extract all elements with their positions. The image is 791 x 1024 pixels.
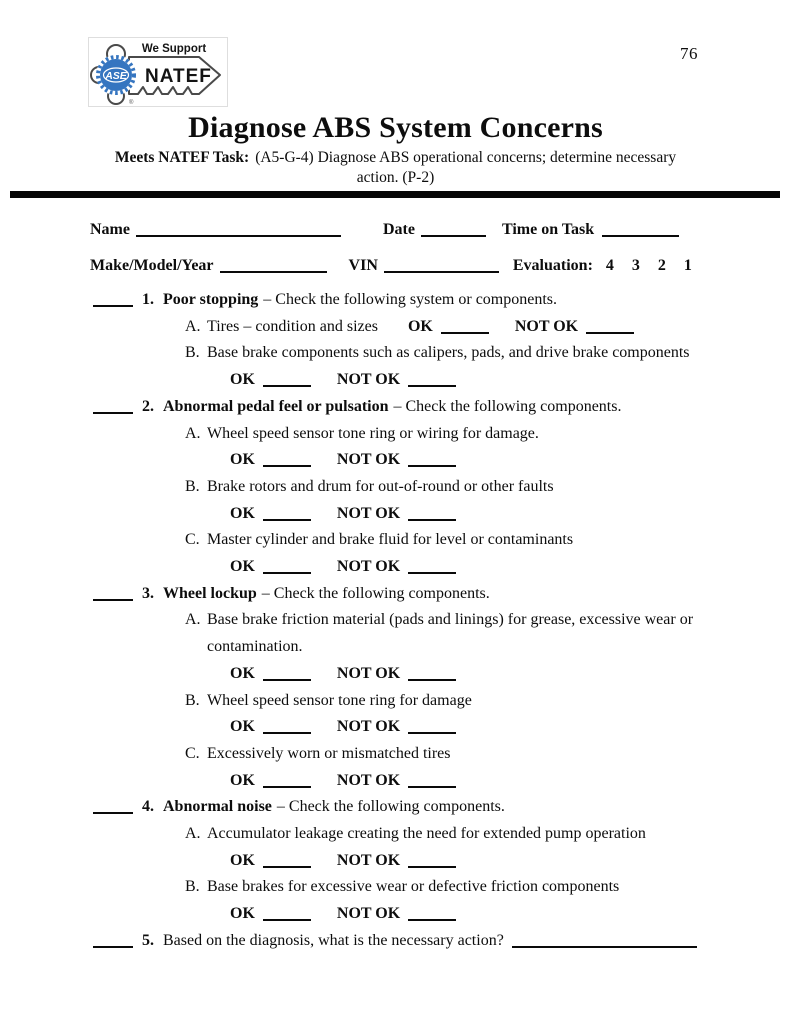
ok-label: OK [230,851,255,869]
item-1-number: 1. [142,291,154,308]
name-date-row [90,221,731,239]
time-on-task-label: Time on Task [501,221,595,238]
item-1-row [0,287,791,314]
ok-blank[interactable] [441,331,489,334]
item-4b-ok-row [0,901,791,928]
ok-blank[interactable] [263,731,311,734]
item-5-row [0,928,791,955]
not-ok-label: NOT OK [336,504,401,522]
ok-blank[interactable] [263,678,311,681]
ok-blank[interactable] [263,785,311,788]
ase-text: ASE [105,70,127,82]
not-ok-label: NOT OK [336,558,401,576]
item-3-lead: Wheel lockup [163,584,257,602]
sub-text: Tires – condition and sizes [207,317,378,335]
logo-natef: NATEF [145,66,212,87]
item-4-lead: Abnormal noise [163,798,272,816]
item-4-row [0,794,791,821]
ok-blank[interactable] [263,384,311,387]
item-3-text: – Check the following components. [261,584,490,602]
item-2-text: – Check the following components. [393,397,622,415]
sub-text: Accumulator leakage creating the need for extended pump operation [207,825,646,843]
sub-letter: B. [185,344,200,362]
item-3a-row [0,607,791,660]
ok-notok-group [230,661,456,688]
sub-letter: B. [185,691,200,709]
item-3b-row [0,688,791,715]
ok-notok-group [230,768,456,795]
vin-label: VIN [348,257,378,274]
registered-mark: ® [129,100,134,106]
item-3c-row [0,741,791,768]
ok-notok-group [230,901,456,928]
item-4-text: – Check the following components. [276,798,505,816]
item-4a-row [0,821,791,848]
ok-label: OK [230,558,255,576]
item-3a-ok-row [0,661,791,688]
sub-letter: A. [185,611,201,629]
checklist [0,287,791,955]
date-label: Date [382,221,415,238]
logo-we-support: We Support [141,43,207,55]
not-ok-blank[interactable] [408,918,456,921]
ok-label: OK [230,371,255,389]
sub-letter: A. [185,317,201,335]
item-2a-row [0,421,791,448]
not-ok-blank[interactable] [408,464,456,467]
ok-label: OK [230,771,255,789]
item-2c-ok-row [0,554,791,581]
not-ok-blank[interactable] [408,518,456,521]
name-blank[interactable] [136,234,341,237]
ok-label: OK [230,451,255,469]
necessary-action-blank[interactable] [512,945,697,948]
not-ok-blank[interactable] [586,331,634,334]
page-number: 76 [680,44,698,63]
sub-letter: A. [185,825,201,843]
not-ok-blank[interactable] [408,678,456,681]
item-3-number: 3. [142,584,154,602]
task-line-2: action. (P-2) [356,169,435,186]
sub-text: Master cylinder and brake fluid for level or contaminants [207,531,574,549]
date-blank[interactable] [421,234,486,237]
ok-blank[interactable] [263,918,311,921]
sub-letter: A. [185,424,201,442]
item-5-text: Based on the diagnosis, what is the necessary action? [163,931,504,949]
not-ok-label: NOT OK [336,851,401,869]
item-1b-ok-row [0,367,791,394]
ok-notok-group [230,501,456,528]
name-label: Name [90,221,130,238]
divider-rule [10,191,780,198]
item-2-lead: Abnormal pedal feel or pulsation [163,397,389,415]
natef-logo [88,37,228,107]
sub-letter: B. [185,878,200,896]
sub-text: Base brake friction material (pads and linings) for grease, excessive wear or contamination. [207,611,694,656]
ok-label: OK [230,664,255,682]
sub-text: Brake rotors and drum for out-of-round or other faults [207,477,554,495]
not-ok-label: NOT OK [336,718,401,736]
item-2-score-blank[interactable] [93,411,133,414]
vehicle-row [90,257,731,275]
not-ok-label: NOT OK [336,451,401,469]
item-4a-ok-row [0,848,791,875]
vin-blank[interactable] [384,270,499,273]
ok-label: OK [230,504,255,522]
ok-notok-group [230,714,456,741]
not-ok-blank[interactable] [408,571,456,574]
ok-label: OK [230,718,255,736]
evaluation-scale: 4 3 2 1 [605,257,692,274]
item-4-number: 4. [142,798,154,816]
ok-notok-group [230,367,456,394]
not-ok-blank[interactable] [408,785,456,788]
form-title: Diagnose ABS System Concerns [188,111,603,144]
ok-label: OK [407,317,433,335]
item-2-number: 2. [142,397,154,415]
item-2b-ok-row [0,501,791,528]
make-model-year-blank[interactable] [220,270,327,273]
item-5-score-blank[interactable] [93,945,133,948]
item-4b-row [0,874,791,901]
item-3c-ok-row [0,768,791,795]
item-5-number: 5. [142,931,154,949]
item-1-text: – Check the following system or components. [263,291,558,308]
sub-text: Excessively worn or mismatched tires [207,744,451,762]
item-2c-row [0,527,791,554]
item-3-score-blank[interactable] [93,598,133,601]
not-ok-label: NOT OK [336,905,401,923]
ok-notok-group [230,848,456,875]
evaluation-label: Evaluation: [512,257,593,274]
item-1b-row [0,340,791,367]
meets-natef-task-label: Meets NATEF Task: [114,149,250,166]
make-model-year-label: Make/Model/Year [90,257,214,274]
not-ok-label: NOT OK [336,771,401,789]
item-2a-ok-row [0,447,791,474]
item-3b-ok-row [0,714,791,741]
not-ok-label: NOT OK [514,317,579,335]
natef-key-icon [89,38,227,106]
ok-blank[interactable] [263,518,311,521]
item-1-score-blank[interactable] [93,304,133,307]
not-ok-label: NOT OK [336,371,401,389]
ok-notok-group [230,554,456,581]
item-3-row [0,581,791,608]
sub-text: Wheel speed sensor tone ring for damage [207,691,472,709]
sub-letter: C. [185,744,200,762]
item-4-score-blank[interactable] [93,811,133,814]
item-1-lead: Poor stopping [163,291,259,308]
task-line-1 [0,149,791,167]
ok-notok-group [408,314,634,341]
not-ok-blank[interactable] [408,384,456,387]
sub-letter: C. [185,531,200,549]
not-ok-blank[interactable] [408,731,456,734]
item-2-row [0,394,791,421]
item-2b-row [0,474,791,501]
ok-blank[interactable] [263,464,311,467]
ok-notok-group [230,447,456,474]
sub-text: Wheel speed sensor tone ring or wiring for damage. [207,424,539,442]
task-text: (A5-G-4) Diagnose ABS operational concerns; determine necessary [255,149,677,166]
sub-letter: B. [185,477,200,495]
ok-blank[interactable] [263,865,311,868]
ok-blank[interactable] [263,571,311,574]
not-ok-label: NOT OK [336,664,401,682]
time-on-task-blank[interactable] [602,234,679,237]
not-ok-blank[interactable] [408,865,456,868]
sub-text: Base brake components such as calipers, pads, and drive brake components [207,344,690,362]
item-1a-row [0,314,791,341]
ok-label: OK [230,905,255,923]
sub-text: Base brakes for excessive wear or defective friction components [207,878,620,896]
